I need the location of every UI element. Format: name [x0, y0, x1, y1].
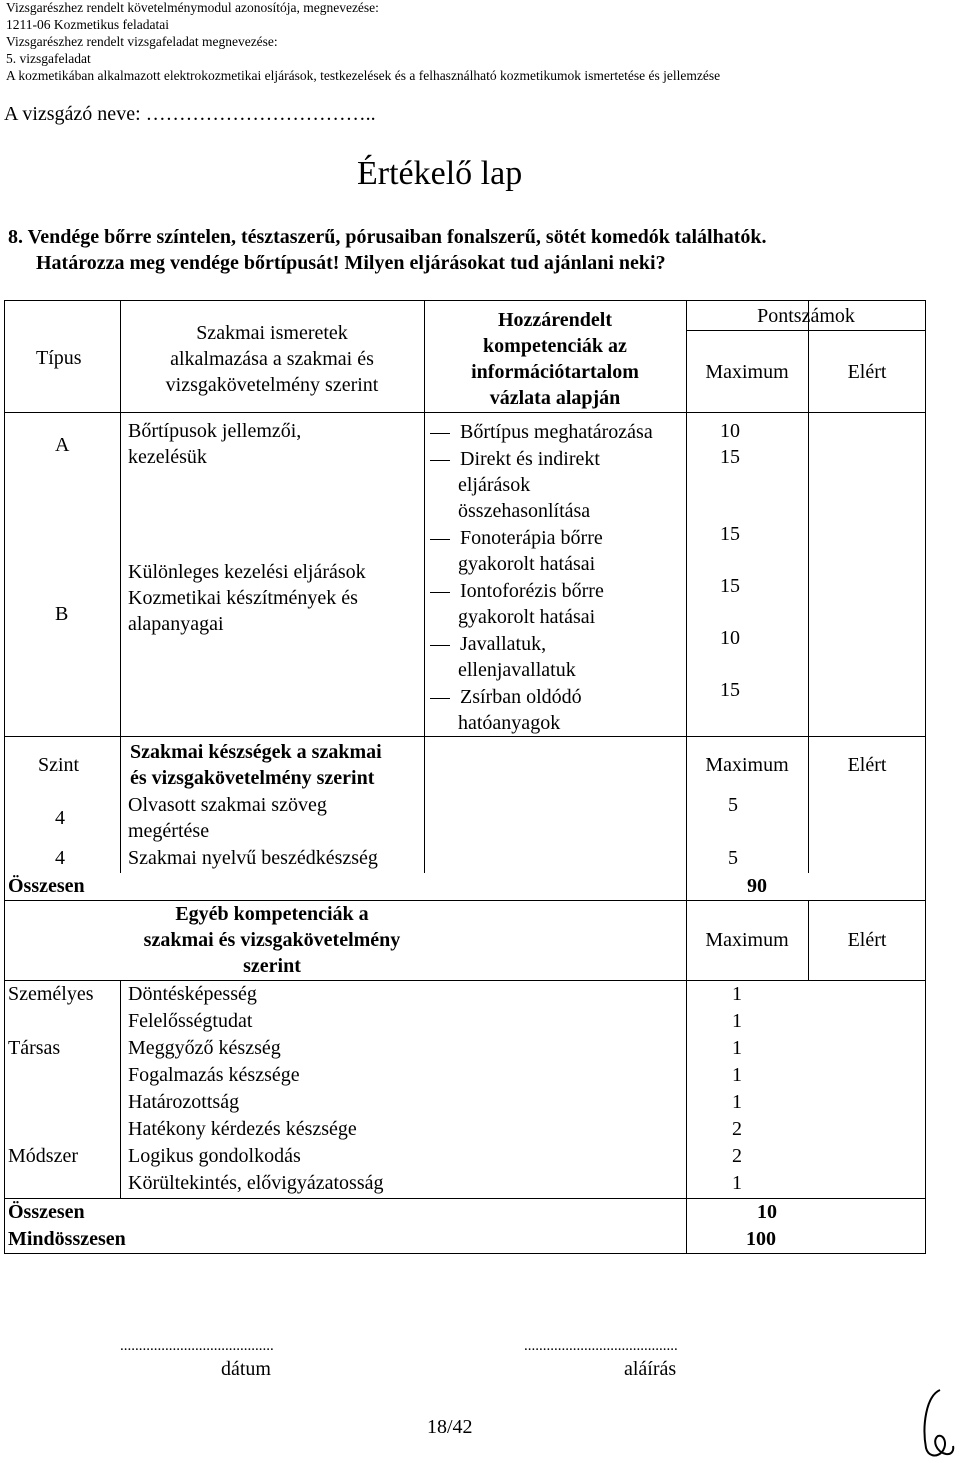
header-maximum: Maximum	[705, 361, 789, 383]
row-a-line-1: Bőrtípusok jellemzői,	[128, 420, 302, 442]
other-name: Meggyőző készség	[128, 1037, 281, 1059]
max-value: 10	[720, 420, 740, 442]
other-name: Logikus gondolkodás	[128, 1145, 301, 1167]
row-a-line-2: kezelésük	[128, 446, 207, 468]
row-b-line-1: Különleges kezelési eljárások	[128, 561, 366, 583]
other-name: Körültekintés, elővigyázatosság	[128, 1172, 384, 1194]
other-category: Személyes	[8, 983, 94, 1005]
competency-item: Bőrtípus meghatározása	[428, 419, 653, 445]
skill-name: Olvasott szakmai szöveg	[128, 794, 327, 816]
question-line-1: 8. Vendége bőrre színtelen, tésztaszerű, pórusaiban fonalszerű, sötét komedók találhatók.	[8, 226, 767, 248]
skills-szint-header: Szint	[38, 754, 80, 776]
grand-total-value: 100	[746, 1228, 776, 1250]
skill-name: Szakmai nyelvű beszédkészség	[128, 847, 378, 869]
header-szakmai-1: Szakmai ismeretek	[196, 322, 348, 344]
other-name: Hatékony kérdezés készsége	[128, 1118, 357, 1140]
header-komp-2: kompetenciák az	[483, 335, 627, 357]
total-2-value: 10	[757, 1201, 777, 1223]
other-elert-header: Elért	[847, 929, 887, 951]
max-value: 15	[720, 446, 740, 468]
header-elert: Elért	[847, 361, 887, 383]
other-name: Döntésképesség	[128, 983, 257, 1005]
other-max: 1	[732, 1172, 742, 1194]
other-maximum-header: Maximum	[705, 929, 789, 951]
competency-item-cont: hatóanyagok	[458, 712, 561, 734]
total-1-label: Összesen	[8, 875, 85, 897]
grand-total-label: Mindösszesen	[8, 1228, 126, 1250]
other-header-line-2: szakmai és vizsgakövetelmény	[143, 929, 401, 951]
header-task-name: A kozmetikában alkalmazott elektrokozmetikai eljárások, testkezelések és a felhasználható kozmetikumok ismertetése és jellemzése	[6, 68, 721, 83]
competency-item-cont: ellenjavallatuk	[458, 659, 576, 681]
signature-dots: .........................................	[524, 1338, 678, 1354]
other-name: Fogalmazás készsége	[128, 1064, 300, 1086]
competency-item-cont: összehasonlítása	[458, 500, 591, 522]
competency-item-cont: eljárások	[458, 474, 531, 496]
skill-max: 5	[728, 794, 738, 816]
header-szakmai-3: vizsgakövetelmény szerint	[165, 374, 379, 396]
skills-header-line-2: és vizsgakövetelmény szerint	[130, 767, 375, 789]
header-task-number: 5. vizsgafeladat	[6, 51, 91, 66]
other-max: 2	[732, 1118, 742, 1140]
question-line-2: Határozza meg vendége bőrtípusát! Milyen eljárásokat tud ajánlani neki?	[36, 252, 666, 274]
header-komp-1: Hozzárendelt	[497, 309, 613, 331]
other-category: Módszer	[8, 1145, 78, 1167]
signature-mark-icon	[918, 1386, 958, 1460]
competency-item: Direkt és indirekt	[428, 446, 600, 472]
page-number: 18/42	[427, 1416, 473, 1438]
skill-level: 4	[55, 807, 65, 829]
other-max: 1	[732, 1037, 742, 1059]
skill-level: 4	[55, 847, 65, 869]
header-module-name: 1211-06 Kozmetikus feladatai	[6, 17, 169, 32]
total-2-label: Összesen	[8, 1201, 85, 1223]
header-task-label: Vizsgarészhez rendelt vizsgafeladat megnevezése:	[6, 34, 278, 49]
other-max: 1	[732, 1091, 742, 1113]
skill-max: 5	[728, 847, 738, 869]
max-value: 15	[720, 575, 740, 597]
header-komp-4: vázlata alapján	[489, 387, 621, 409]
max-value: 15	[720, 523, 740, 545]
skills-elert-header: Elért	[847, 754, 887, 776]
row-b-line-2: Kozmetikai készítmények és	[128, 587, 358, 609]
row-b-type: B	[55, 603, 69, 625]
competency-item-cont: gyakorolt hatásai	[458, 553, 596, 575]
other-header-line-3: szerint	[243, 955, 301, 977]
row-a-type: A	[55, 434, 70, 456]
competency-item-cont: gyakorolt hatásai	[458, 606, 596, 628]
other-name: Felelősségtudat	[128, 1010, 253, 1032]
competency-item: Iontoforézis bőrre	[428, 578, 604, 604]
header-module-label: Vizsgarészhez rendelt követelménymodul azonosítója, megnevezése:	[6, 0, 379, 15]
signature-label: aláírás	[624, 1358, 677, 1380]
date-dots: .........................................	[120, 1338, 274, 1354]
skill-name-cont: megértése	[128, 820, 210, 842]
header-szakmai-2: alkalmazása a szakmai és	[170, 348, 374, 370]
competency-item: Zsírban oldódó	[428, 684, 582, 710]
candidate-name-line: A vizsgázó neve: ……………………………..	[4, 103, 376, 125]
skills-header-line-1: Szakmai készségek a szakmai	[130, 741, 382, 763]
date-label: dátum	[221, 1358, 271, 1380]
max-value: 15	[720, 679, 740, 701]
other-max: 2	[732, 1145, 742, 1167]
other-max: 1	[732, 983, 742, 1005]
other-header-line-1: Egyéb kompetenciák a	[175, 903, 369, 925]
row-b-line-3: alapanyagai	[128, 613, 224, 635]
skills-maximum-header: Maximum	[705, 754, 789, 776]
other-name: Határozottság	[128, 1091, 240, 1113]
competency-item: Fonoterápia bőrre	[428, 525, 603, 551]
header-komp-3: információtartalom	[471, 361, 639, 383]
header-tipus: Típus	[36, 347, 82, 369]
max-value: 10	[720, 627, 740, 649]
total-1-value: 90	[747, 875, 767, 897]
competency-item: Javallatuk,	[428, 631, 546, 657]
other-max: 1	[732, 1010, 742, 1032]
other-max: 1	[732, 1064, 742, 1086]
other-category: Társas	[8, 1037, 61, 1059]
page-title: Értékelő lap	[357, 155, 523, 192]
header-pontszamok: Pontszámok	[757, 305, 855, 327]
